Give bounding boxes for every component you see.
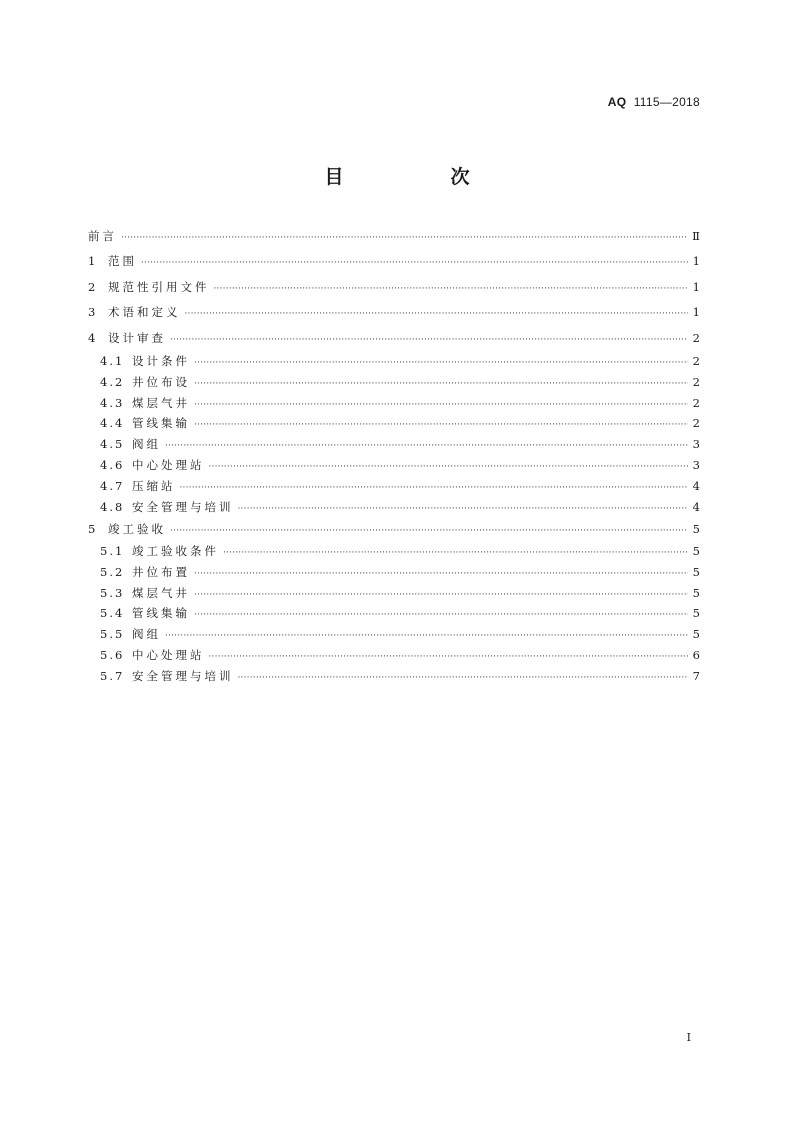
toc-entry-label: 压缩站 bbox=[132, 478, 176, 493]
toc-entry-page: 5 bbox=[692, 606, 700, 621]
standard-prefix: AQ bbox=[607, 95, 627, 109]
toc-entry[interactable] bbox=[88, 331, 700, 356]
toc-entry[interactable] bbox=[88, 522, 700, 546]
toc-entry-page: 7 bbox=[692, 668, 700, 683]
toc-entry-number: 2 bbox=[88, 279, 97, 294]
toc-entry-label: 前言 bbox=[88, 229, 117, 243]
toc-entry-label: 管线集输 bbox=[132, 416, 190, 431]
toc-entry-page: 5 bbox=[692, 627, 700, 642]
toc-entry-number: 4.2 bbox=[100, 374, 125, 389]
page-title: 目 次 bbox=[324, 166, 514, 188]
standard-number: 1115—2018 bbox=[633, 95, 700, 109]
toc-entry-number: 4.3 bbox=[100, 395, 125, 410]
toc-entry-number: 5.3 bbox=[100, 585, 125, 600]
toc-entry-label: 阀组 bbox=[132, 437, 161, 452]
toc-entry-page: 5 bbox=[692, 522, 700, 537]
toc-entry[interactable] bbox=[88, 280, 700, 305]
toc-entry-label: 井位布设 bbox=[132, 374, 190, 389]
toc-subentry[interactable] bbox=[88, 606, 700, 627]
dot-leader bbox=[209, 460, 689, 474]
toc-entry-number: 4.6 bbox=[100, 457, 125, 472]
toc-entry-number: 4.4 bbox=[100, 416, 125, 431]
dot-leader bbox=[194, 418, 688, 432]
toc-entry-label: 井位布置 bbox=[132, 564, 190, 579]
toc-entry-number: 4.7 bbox=[100, 478, 125, 493]
toc-entry-label: 中心处理站 bbox=[132, 647, 205, 662]
toc-entry-number: 5.5 bbox=[100, 627, 125, 642]
dot-leader bbox=[194, 356, 688, 370]
dot-leader bbox=[194, 377, 688, 391]
toc-subentry[interactable] bbox=[88, 416, 700, 437]
toc-entry-number: 4.8 bbox=[100, 499, 125, 514]
dot-leader bbox=[238, 502, 689, 516]
dot-leader bbox=[165, 629, 688, 643]
toc-entry-number: 5.4 bbox=[100, 606, 125, 621]
toc-entry-number: 1 bbox=[88, 254, 97, 269]
toc-entry-page: Ⅱ bbox=[692, 229, 700, 243]
toc-subentry[interactable] bbox=[88, 586, 700, 607]
toc-entry-page: 1 bbox=[692, 254, 700, 269]
toc-entry-page: 4 bbox=[692, 499, 700, 514]
toc-subentry[interactable] bbox=[88, 648, 700, 669]
toc-entry-page: 5 bbox=[692, 543, 700, 558]
toc-subentry[interactable] bbox=[88, 458, 700, 479]
toc-entry-number: 5 bbox=[88, 522, 97, 537]
dot-leader bbox=[141, 256, 688, 270]
dot-leader bbox=[121, 231, 688, 245]
toc-subentry[interactable] bbox=[88, 396, 700, 417]
dot-leader bbox=[238, 671, 689, 685]
table-of-contents bbox=[88, 229, 700, 692]
dot-leader bbox=[185, 307, 689, 321]
toc-entry-number: 4.5 bbox=[100, 437, 125, 452]
page-number: I bbox=[686, 1031, 691, 1044]
dot-leader bbox=[180, 481, 689, 495]
toc-entry-label: 中心处理站 bbox=[132, 457, 205, 472]
toc-subentry[interactable] bbox=[88, 565, 700, 586]
toc-subentry[interactable] bbox=[88, 479, 700, 500]
toc-entry-page: 2 bbox=[692, 416, 700, 431]
toc-entry-label: 设计审查 bbox=[108, 330, 166, 345]
toc-subentry[interactable] bbox=[88, 669, 700, 690]
toc-entry-page: 2 bbox=[692, 374, 700, 389]
toc-subentry[interactable] bbox=[88, 354, 700, 375]
toc-entry-page: 3 bbox=[692, 437, 700, 452]
dot-leader bbox=[170, 524, 688, 538]
dot-leader bbox=[194, 608, 688, 622]
toc-entry-number: 3 bbox=[88, 305, 97, 320]
toc-subentry[interactable] bbox=[88, 544, 700, 565]
toc-entry[interactable] bbox=[88, 229, 700, 254]
toc-entry-page: 1 bbox=[692, 305, 700, 320]
dot-leader bbox=[165, 439, 688, 453]
toc-subentry[interactable] bbox=[88, 375, 700, 396]
toc-entry-page: 5 bbox=[692, 564, 700, 579]
toc-entry[interactable] bbox=[88, 305, 700, 330]
toc-subentry[interactable] bbox=[88, 437, 700, 458]
toc-entry-number: 4.1 bbox=[100, 353, 125, 368]
toc-entry-label: 竣工验收条件 bbox=[132, 543, 219, 558]
toc-entry-label: 煤层气井 bbox=[132, 585, 190, 600]
toc-entry-page: 5 bbox=[692, 585, 700, 600]
toc-entry-number: 5.2 bbox=[100, 564, 125, 579]
toc-entry-label: 安全管理与培训 bbox=[132, 668, 234, 683]
toc-entry-page: 1 bbox=[692, 279, 700, 294]
standard-code bbox=[608, 95, 700, 109]
toc-entry-number: 5.1 bbox=[100, 543, 125, 558]
toc-entry-number: 5.6 bbox=[100, 647, 125, 662]
dot-leader bbox=[209, 650, 689, 664]
toc-entry-label: 规范性引用文件 bbox=[108, 279, 210, 294]
dot-leader bbox=[170, 333, 688, 347]
dot-leader bbox=[194, 567, 688, 581]
dot-leader bbox=[223, 546, 688, 560]
toc-entry-label: 范围 bbox=[108, 254, 137, 269]
toc-entry-page: 2 bbox=[692, 330, 700, 345]
toc-entry-label: 竣工验收 bbox=[108, 522, 166, 537]
toc-subentry[interactable] bbox=[88, 627, 700, 648]
toc-entry-label: 阀组 bbox=[132, 627, 161, 642]
toc-entry-label: 安全管理与培训 bbox=[132, 499, 234, 514]
dot-leader bbox=[194, 398, 688, 412]
toc-entry-page: 2 bbox=[692, 353, 700, 368]
dot-leader bbox=[214, 282, 689, 296]
toc-entry-label: 术语和定义 bbox=[108, 305, 181, 320]
toc-entry-label: 设计条件 bbox=[132, 353, 190, 368]
toc-entry-number: 5.7 bbox=[100, 668, 125, 683]
toc-entry[interactable] bbox=[88, 254, 700, 279]
toc-entry-page: 4 bbox=[692, 478, 700, 493]
dot-leader bbox=[194, 588, 688, 602]
toc-entry-number: 4 bbox=[88, 330, 97, 345]
toc-entry-label: 煤层气井 bbox=[132, 395, 190, 410]
toc-entry-page: 3 bbox=[692, 457, 700, 472]
toc-entry-page: 2 bbox=[692, 395, 700, 410]
toc-entry-page: 6 bbox=[692, 647, 700, 662]
toc-entry-label: 管线集输 bbox=[132, 606, 190, 621]
toc-subentry[interactable] bbox=[88, 500, 700, 521]
